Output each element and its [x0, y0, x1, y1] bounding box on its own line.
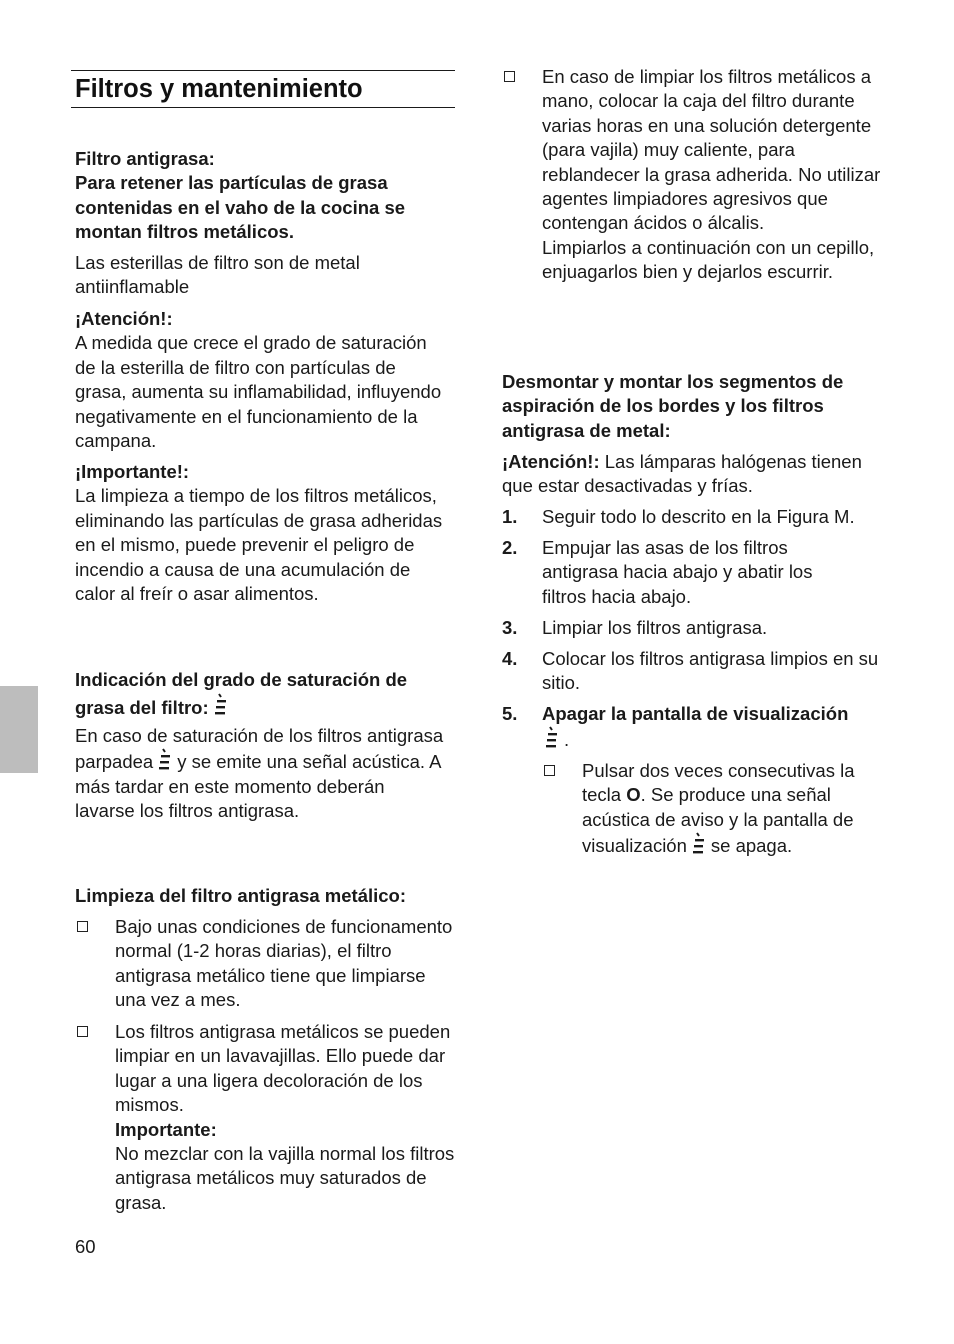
atencion-halogen: ¡Atención!: Las lámparas halógenas tienen que estar desactivadas y frías.	[502, 451, 862, 497]
bullet-item: Los filtros antigrasa metálicos se pueden limpiar en un lavavajillas. Ello puede dar lugar a una ligera decoloración de los mismos. Importante: No mezclar con la vajilla normal los filtros antigrasa metálicos muy saturados de grasa.	[77, 1020, 88, 1037]
limpieza-heading: Limpieza del filtro antigrasa metálico:	[75, 885, 407, 906]
checkbox-bullet-icon	[77, 1026, 88, 1037]
indicacion-text: En caso de saturación de los filtros antigrasa parpadea y se emite una señal acústica. A más tardar en este momento deberán lavarse los filtros antigrasa.	[75, 725, 444, 822]
bullet-item: Bajo unas condiciones de funcionamento normal (1-2 horas diarias), el filtro antigrasa metálico tiene que limpiarse una vez a mes.	[77, 915, 88, 932]
saturation-indicator-icon	[691, 832, 707, 856]
esterillas-text: Las esterillas de filtro son de metal antiinflamable	[75, 252, 360, 298]
title-bottom-rule	[71, 107, 455, 108]
saturation-indicator-icon	[213, 692, 229, 718]
saturation-indicator-icon	[157, 748, 173, 772]
bullet-item: En caso de limpiar los filtros metálicos a mano, colocar la caja del filtro durante varias horas en una solución detergente (para vajila) muy caliente, para reblandecer la grasa adherida. No utilizar agentes limpiadores agresivos que contengan ácidos o álcalis. Limpiarlos a continuación con un cepillo, enjuagarlos bien y dejarlos escurrir.	[504, 65, 515, 82]
bullet-item: Pulsar dos veces consecutivas la tecla O. Se produce una señal acústica de aviso y la pantalla de visualización se apaga.	[544, 759, 555, 776]
page-number: 60	[75, 1236, 96, 1257]
checkbox-bullet-icon	[504, 71, 515, 82]
checkbox-bullet-icon	[77, 921, 88, 932]
desmontar-heading: Desmontar y montar los segmentos de aspiración de los bordes y los filtros antigrasa de metal:	[502, 371, 844, 441]
title-top-rule	[71, 70, 455, 71]
saturation-indicator-icon	[544, 726, 560, 750]
atencion-block: ¡Atención!: A medida que crece el grado de saturación de la esterilla de filtro con partículas de grasa, aumenta su inflamabilidad, influyendo negativamente en el funcionamiento de la campana.	[75, 308, 442, 452]
filtro-heading: Filtro antigrasa: Para retener las partículas de grasa contenidas en el vaho de la cocina se montan filtros metálicos.	[75, 148, 406, 243]
chapter-tab	[0, 686, 38, 773]
importante-block: ¡Importante!: La limpieza a tiempo de los filtros metálicos, eliminando las partículas de grasa adheridas en el mismo, puede prevenir el peligro de incendio a causa de una acumulación de calor al freír o asar alimentos.	[75, 461, 443, 605]
page-title: Filtros y mantenimiento	[75, 75, 363, 103]
checkbox-bullet-icon	[544, 765, 555, 776]
indicacion-heading: Indicación del grado de saturación de grasa del filtro:	[75, 669, 408, 719]
